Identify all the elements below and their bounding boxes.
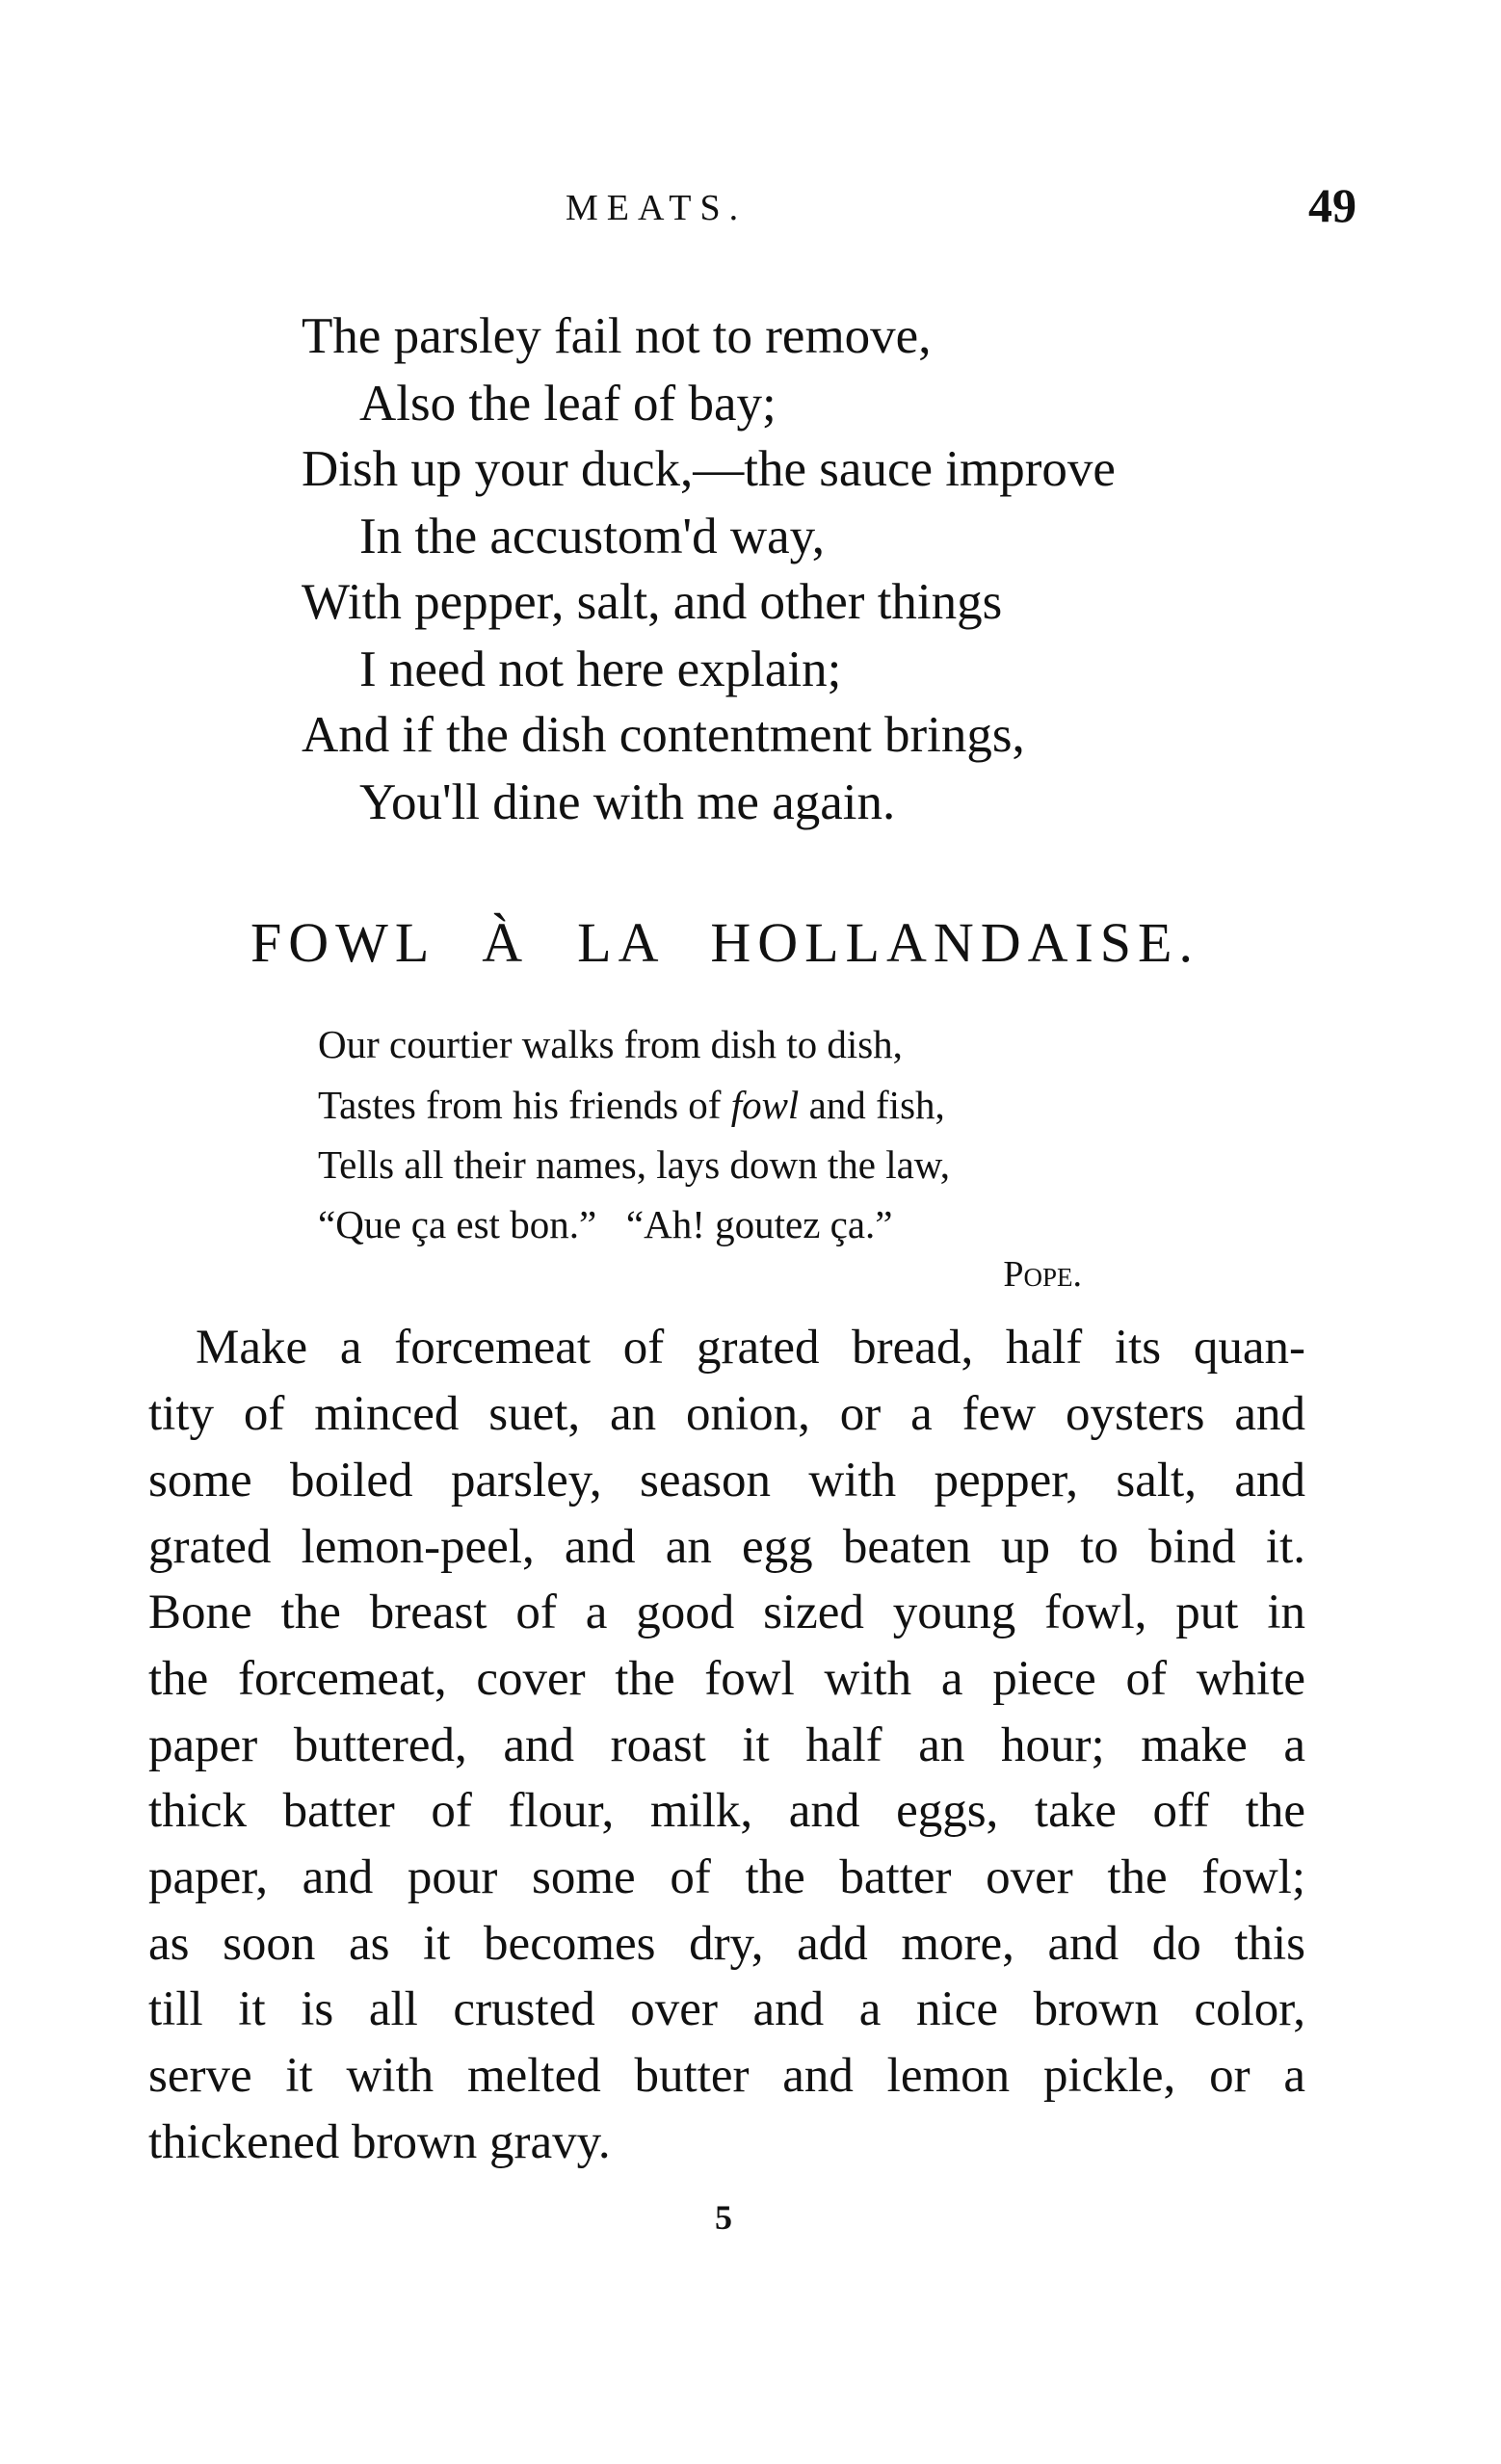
section-title: FOWL À LA HOLLANDAISE. [250,911,1199,974]
page-number: 49 [1308,178,1356,232]
body-line: thick batter of flour, milk, and eggs, take off the [148,1784,1305,1838]
epigraph-line: Tells all their names, lays down the law, [318,1142,950,1187]
poem-line: In the accustom'd way, [359,509,825,564]
body-line: thickened brown gravy. [148,2115,611,2169]
poem-line: And if the dish contentment brings, [302,707,1025,763]
body-line: tity of minced suet, an onion, or a few oysters and [148,1387,1305,1441]
running-title: MEATS. [566,188,748,228]
poem-line: I need not here explain; [359,642,842,697]
epigraph-text: and fish, [808,1083,945,1127]
epigraph-italic: fowl [730,1083,800,1127]
epigraph-line [318,1083,945,1127]
body-line: Make a forcemeat of grated bread, half its quan- [196,1321,1305,1375]
poem-line: With pepper, salt, and other things [302,574,1003,630]
epigraph-text: Tastes from his friends of [318,1083,722,1127]
signature-mark: 5 [715,2198,732,2237]
epigraph-line: Our courtier walks from dish to dish, [318,1022,903,1066]
body-line: as soon as it becomes dry, add more, and do this [148,1917,1305,1971]
poem-line: Also the leaf of bay; [359,376,777,432]
poem-line: You'll dine with me again. [359,774,896,830]
body-line: some boiled parsley, season with pepper, salt, and [148,1454,1305,1507]
body-line: Bone the breast of a good sized young fowl, put in [148,1586,1305,1639]
body-line: the forcemeat, cover the fowl with a piece of white [148,1652,1305,1706]
body-line: paper buttered, and roast it half an hour; make a [148,1718,1305,1772]
poem-line: The parsley fail not to remove, [302,308,932,364]
body-line: grated lemon-peel, and an egg beaten up to bind it. [148,1520,1305,1574]
body-line: serve it with melted butter and lemon pickle, or a [148,2049,1305,2103]
epigraph-attribution: Pope. [1003,1254,1082,1295]
epigraph-line: “Que ça est bon.” “Ah! goutez ça.” [318,1202,893,1246]
body-line: till it is all crusted over and a nice brown color, [148,1982,1305,2036]
poem-line: Dish up your duck,—the sauce improve [302,441,1116,497]
body-line: paper, and pour some of the batter over the fowl; [148,1850,1305,1904]
